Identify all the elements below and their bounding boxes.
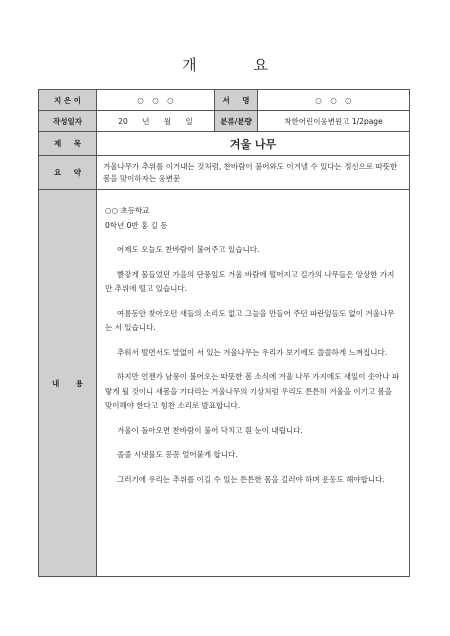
content-body [97, 190, 410, 577]
student-line: 0학년 0반 홍 길 동 [105, 220, 168, 230]
paragraph: 그러기에 우리는 추위를 이길 수 있는 튼튼한 몸을 길러야 하며 운동도 해야합니다. [117, 474, 385, 484]
date-row [39, 111, 410, 132]
author-row [39, 90, 410, 111]
paragraph: 추워서 떨면서도 말없이 서 있는 겨울나무는 우리가 보기에도 쓸쓸하게 느껴집니다. [117, 347, 388, 357]
category-label: 분류/분량 [215, 111, 258, 132]
paragraph: 졸졸 시냇물도 꽁꽁 얼어붙게 합니다. [117, 450, 238, 459]
sign-label: 서 명 [215, 90, 258, 111]
date-label: 작성일자 [39, 111, 97, 132]
content-label: 내 용 [39, 190, 97, 577]
summary-value: 겨울나무가 추위를 이겨내는 것처럼, 찬바람이 불어와도 이겨낼 수 있다는 정신으로 따뜻한 봄을 맞이하자는 웅변문 [97, 156, 410, 190]
category-value: 착한어린이웅변원고 1/2page [258, 111, 410, 132]
paragraph: 빨갛게 물들었던 가을의 단풍잎도 겨울 바람에 떨어지고 길가의 나무들은 앙상한 가지만 추위에 떨고 있습니다. [105, 269, 395, 293]
paragraph: 여름동안 찾아오던 새들의 소리도 없고 그늘을 만들어 주던 파란잎들도 없이 겨울나무는 서 있습니다. [105, 308, 395, 332]
school-line: ○○ 초등학교 [105, 206, 150, 215]
paragraph: 하지만 언젠가 남풍이 불어오는 따뜻한 봄 소식에 겨울 나무 가지에도 새잎이 솟아나 파랗게 될 것이니 새봄을 기다리는 겨울나무의 기상처럼 우리도 튼튼히 겨울을 이기고 봄을 맞이해야 한다고 힘찬 소리로 발표합니다. [105, 372, 400, 410]
subject-value: 겨울 나무 [97, 132, 410, 156]
author-value: ○ ○ ○ [97, 90, 215, 111]
content-row [39, 190, 410, 577]
subject-row [39, 132, 410, 156]
outline-form-table [38, 89, 410, 577]
summary-label: 요 약 [39, 156, 97, 190]
author-label: 지 은 이 [39, 90, 97, 111]
paragraph: 겨울이 돌아오면 찬바람이 불어 닥치고 흰 눈이 내립니다. [117, 425, 303, 435]
document-title: 개 요 [182, 56, 294, 74]
summary-row [39, 156, 410, 190]
paragraph: 어제도 오늘도 찬바람이 불어주고 있습니다. [117, 245, 260, 254]
sign-value: ○ ○ ○ [258, 90, 410, 111]
subject-label: 제 목 [39, 132, 97, 156]
date-value: 20 년 월 일 [97, 111, 215, 132]
